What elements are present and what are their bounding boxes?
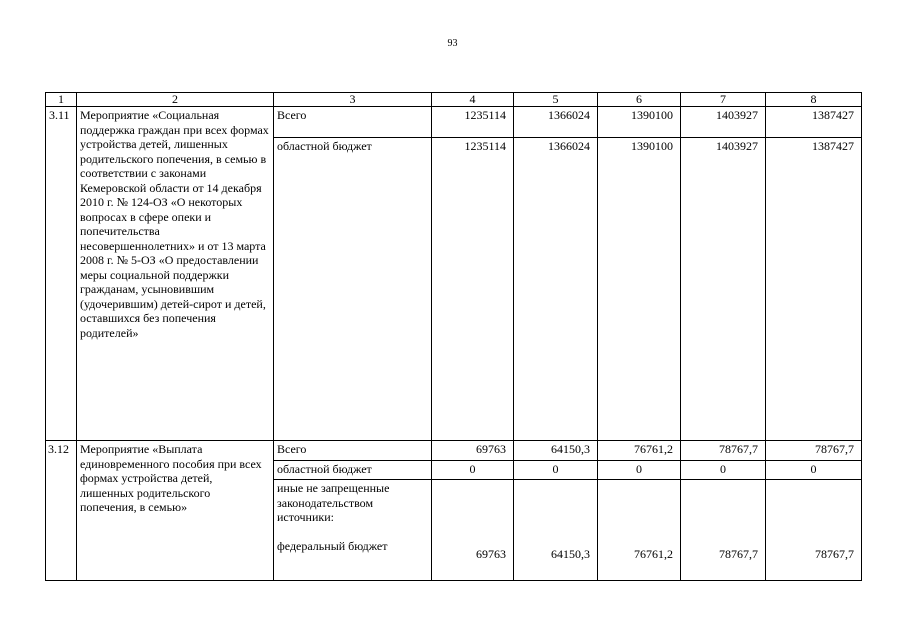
value-cell: 1235114: [432, 138, 514, 441]
value-cell: 64150,3: [514, 441, 598, 461]
value-cell: 64150,3: [514, 480, 598, 581]
value-cell: 78767,7: [681, 441, 766, 461]
value-cell: 1235114: [432, 107, 514, 138]
page-number: 93: [447, 38, 458, 49]
column-header: 6: [598, 93, 681, 107]
value-cell: 0: [681, 461, 766, 480]
value-cell: 76761,2: [598, 480, 681, 581]
column-header: 2: [77, 93, 274, 107]
value-cell: 1390100: [598, 107, 681, 138]
value-cell: 78767,7: [681, 480, 766, 581]
table-row: [46, 441, 862, 461]
value-cell: 1403927: [681, 138, 766, 441]
funding-source: областной бюджет: [274, 138, 432, 441]
other-sources-cell: [274, 480, 432, 581]
value-cell: 78767,7: [766, 441, 862, 461]
table-header-row: [46, 93, 862, 107]
value-cell: 0: [514, 461, 598, 480]
value-cell: 1390100: [598, 138, 681, 441]
funding-source: Всего: [274, 441, 432, 461]
value-cell: 78767,7: [766, 480, 862, 581]
federal-budget-label: федеральный бюджет: [277, 538, 388, 553]
column-header: 8: [766, 93, 862, 107]
item-description: Мероприятие «Выплата единовременного пособия при всех формах устройства детей, лишенных родительского попечения, в семью»: [77, 441, 274, 581]
column-header: 4: [432, 93, 514, 107]
item-description: Мероприятие «Социальная поддержка граждан при всех формах устройства детей, лишенных родительского попечения, в семью в соответствии с законами Кемеровской области от 14 декабря 2010 г. № 124-ОЗ «О некоторых вопросах в сфере опеки и попечительства несовершеннолетних» и от 13 марта 2008 г. № 5-ОЗ «О предоставлении меры социальной поддержки гражданам, усыновившим (удочерившим) детей-сирот и детей, оставшихся без попечения родителей»: [77, 107, 274, 441]
value-cell: 69763: [432, 480, 514, 581]
column-header: 7: [681, 93, 766, 107]
column-header: 3: [274, 93, 432, 107]
value-cell: 69763: [432, 441, 514, 461]
item-number: 3.11: [46, 107, 77, 441]
column-header: 5: [514, 93, 598, 107]
value-cell: 76761,2: [598, 441, 681, 461]
column-header: 1: [46, 93, 77, 107]
funding-source: Всего: [274, 107, 432, 138]
funding-source: областной бюджет: [274, 461, 432, 480]
value-cell: 1403927: [681, 107, 766, 138]
value-cell: 1366024: [514, 138, 598, 441]
value-cell: 0: [766, 461, 862, 480]
other-sources-label: иные не запрещенные законодательством источники:: [277, 481, 390, 524]
value-cell: 1387427: [766, 138, 862, 441]
value-cell: 0: [598, 461, 681, 480]
value-cell: 1366024: [514, 107, 598, 138]
table-row: [46, 107, 862, 138]
item-number: 3.12: [46, 441, 77, 581]
value-cell: 0: [432, 461, 514, 480]
value-cell: 1387427: [766, 107, 862, 138]
budget-table: [45, 92, 862, 581]
